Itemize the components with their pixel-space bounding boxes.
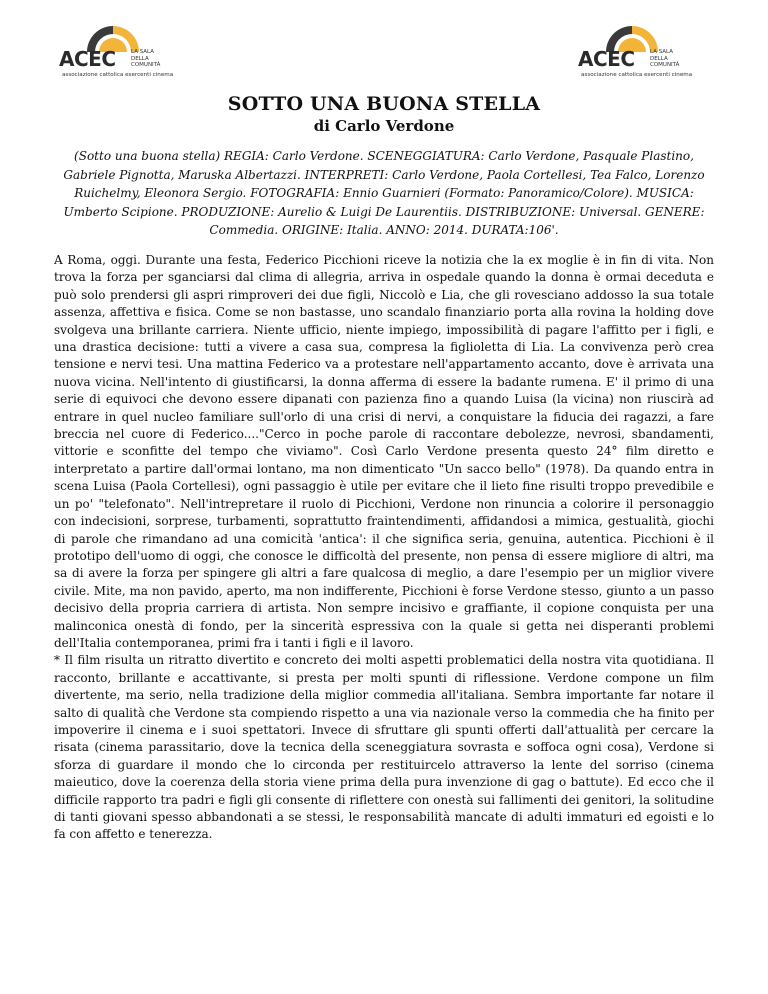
logo-brand: ACEC <box>59 47 116 71</box>
logo-tagline: LA SALA DELLA COMUNITÀ <box>650 49 680 68</box>
acec-logo-right <box>578 14 693 80</box>
review-paragraph: A Roma, oggi. Durante una festa, Federico Picchioni riceve la notizia che la ex moglie è in fin di vita. Non trova la forza per sganciarsi dal clima di allegria, arriva in ospedale quando la donna è ormai deceduta e può solo prendersi gli aspri rimproveri dei due figli, Niccolò e Lia, che gli rovesciano addosso la sua totale assenza, affettiva e fisica. Come se non bastasse, uno scandalo finanziario porta alla rovina la holding dove svolgeva una brillante carriera. Niente ufficio, niente impiego, impossibilità di pagare l'affitto per i figli, e una drastica decisione: tutti a vivere a casa sua, compresa la figlioletta di Lia. La convivenza però crea tensione e nervi tesi. Una mattina Federico va a protestare nell'appartamento accanto, dove è arrivata una nuova vicina. Nell'intento di giustificarsi, la donna afferma di essere la badante rumena. E' il primo di una serie di equivoci che devono essere dipanati con pazienza fino a quando Luisa (la vicina) non riuscirà ad entrare in quel nucleo familiare sull'orlo di una crisi di nervi, a conquistare la fiducia dei ragazzi, a fare breccia nel cuore di Federico...."Cerco in poche parole di raccontare debolezze, nevrosi, sbandamenti, vittorie e sconfitte del tempo che viviamo". Così Carlo Verdone presenta questo 24° film diretto e interpretato a partire dall'ormai lontano, ma non dimenticato "Un sacco bello" (1978). Da quando entra in scena Luisa (Paola Cortellesi), ogni passaggio è utile per evitare che il lieto fine risulti troppo prevedibile e un po' "telefonato". Nell'intrepretare il ruolo di Picchioni, Verdone non rinuncia a colorire il personaggio con indecisioni, sorprese, turbamenti, soprattutto fraintendimenti, affidandosi a mimica, gestualità, giochi di parole che rimandano ad una comicità 'antica': il che significa seria, genuina, autentica. Picchioni è il prototipo dell'uomo di oggi, che conosce le difficoltà del presente, non pensa di essere migliore di altri, ma sa di avere la forza per spingere gli altri a fare qualcosa di meglio, a dare l'esempio per un miglior vivere civile. Mite, ma non pavido, aperto, ma non indifferente, Picchioni è forse Verdone stesso, giunto a un passo decisivo della propria carriera di artista. Non sempre incisivo e graffiante, il copione conquista per una malinconica onestà di fondo, per la sincerità espressiva con la quale si getta nei disperanti problemi dell'Italia contemporanea, primi fra i tanti i figli e il lavoro. <box>54 253 714 650</box>
logo-tagline: LA SALA DELLA COMUNITÀ <box>131 49 161 68</box>
review-body <box>54 252 714 844</box>
logo-subtitle: associazione cattolica esercenti cinema <box>581 72 693 78</box>
film-credits: (Sotto una buona stella) REGIA: Carlo Verdone. SCENEGGIATURA: Carlo Verdone, Pasquale Plastino, Gabriele Pignotta, Maruska Albertazzi. INTERPRETI: Carlo Verdone, Paola Cortellesi, Tea Falco, Lorenzo Ruichelmy, Eleonora Sergio. FOTOGRAFIA: Ennio Guarnieri (Formato: Panoramico/Colore). MUSICA: Umberto Scipione. PRODUZIONE: Aurelio & Luigi De Laurentiis. DISTRIBUZIONE: Universal. GENERE: Commedia. ORIGINE: Italia. ANNO: 2014. DURATA:106'. <box>63 149 705 238</box>
logo-brand: ACEC <box>578 47 635 71</box>
film-director: di Carlo Verdone <box>313 117 455 135</box>
acec-logo-left <box>59 14 174 80</box>
logo-subtitle: associazione cattolica esercenti cinema <box>62 72 174 78</box>
film-title: SOTTO UNA BUONA STELLA <box>227 93 541 115</box>
review-paragraph: * Il film risulta un ritratto divertito e concreto dei molti aspetti problematici della nostra vita quotidiana. Il racconto, brillante e accattivante, si presta per molti spunti di riflessione. Verdone compone un film divertente, ma serio, nella tradizione della miglior commedia all'italiana. Sembra importante far notare il salto di qualità che Verdone sta compiendo rispetto a una via nazionale verso la commedia che ha finito per impoverire il cinema e i suoi spettatori. Invece di sfruttare gli spunti offerti dall'attualità per cercare la risata (cinema parassitario, dove la tecnica della sceneggiatura sovrasta e soffoca ogni cosa), Verdone si sforza di guardare il mondo che lo circonda per restituircelo attraverso la lente del sorriso (cinema maieutico, dove la coerenza della storia viene prima della pura invenzione di gag o battute). Ed ecco che il difficile rapporto tra padri e figli gli consente di riflettere con onestà sui fallimenti dei genitori, la solitudine di tanti giovani spesso abbandonati a se stessi, le responsabilità mancate di adulti immaturi ed egoisti e lo fa con affetto e tenerezza. <box>54 653 714 842</box>
